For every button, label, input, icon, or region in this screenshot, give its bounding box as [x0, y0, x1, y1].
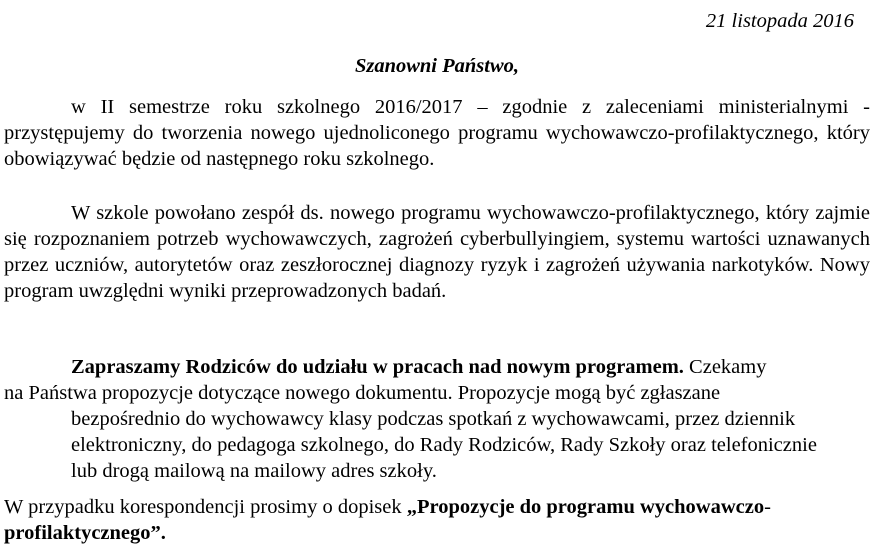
letter-date: 21 listopada 2016 — [705, 10, 854, 32]
invitation-line4: elektroniczny, do pedagoga szkolnego, do Rady Rodziców, Rady Szkoły oraz telefonicznie — [71, 434, 817, 456]
correspondence-lead: W przypadku korespondencji prosimy o dopisek — [4, 496, 407, 518]
correspondence-bold-part2: profilaktycznego”. — [4, 522, 166, 544]
correspondence-dash: - — [764, 496, 771, 518]
paragraph-invitation — [4, 354, 870, 484]
paragraph-program-announcement: w II semestrze roku szkolnego 2016/2017 – zgodnie z zaleceniami ministerialnymi - przystępujemy do tworzenia nowego ujednoliconego programu wychowawczo-profilaktycznego, który obowiązywać będzie od następnego roku szkolnego. — [4, 96, 870, 170]
paragraph-correspondence-note — [4, 494, 870, 546]
letter-greeting: Szanowni Państwo, — [354, 55, 520, 77]
paragraph-team-appointed: W szkole powołano zespół ds. nowego programu wychowawczo-profilaktycznego, który zajmie się rozpoznaniem potrzeb wychowawczych, zagrożeń cyberbullyingiem, systemu wartości uznawanych przez uczniów, autorytetów oraz zeszłorocznej diagnozy ryzyk i zagrożeń używania narkotyków. Nowy program uwzględni wyniki przeprowadzonych badań. — [4, 202, 870, 302]
invitation-line3: bezpośrednio do wychowawcy klasy podczas spotkań z wychowawcami, przez dziennik — [71, 408, 796, 430]
invitation-line5: lub drogą mailową na mailowy adres szkoły. — [71, 460, 437, 482]
correspondence-bold-part1: „Propozycje do programu wychowawczo — [406, 496, 765, 518]
invitation-bold-intro: Zapraszamy Rodziców do udziału w pracach nad nowym programem. — [71, 356, 684, 378]
invitation-line1-rest: Czekamy — [683, 356, 767, 378]
invitation-line2: na Państwa propozycje dotyczące nowego dokumentu. Propozycje mogą być zgłaszane — [4, 382, 721, 404]
